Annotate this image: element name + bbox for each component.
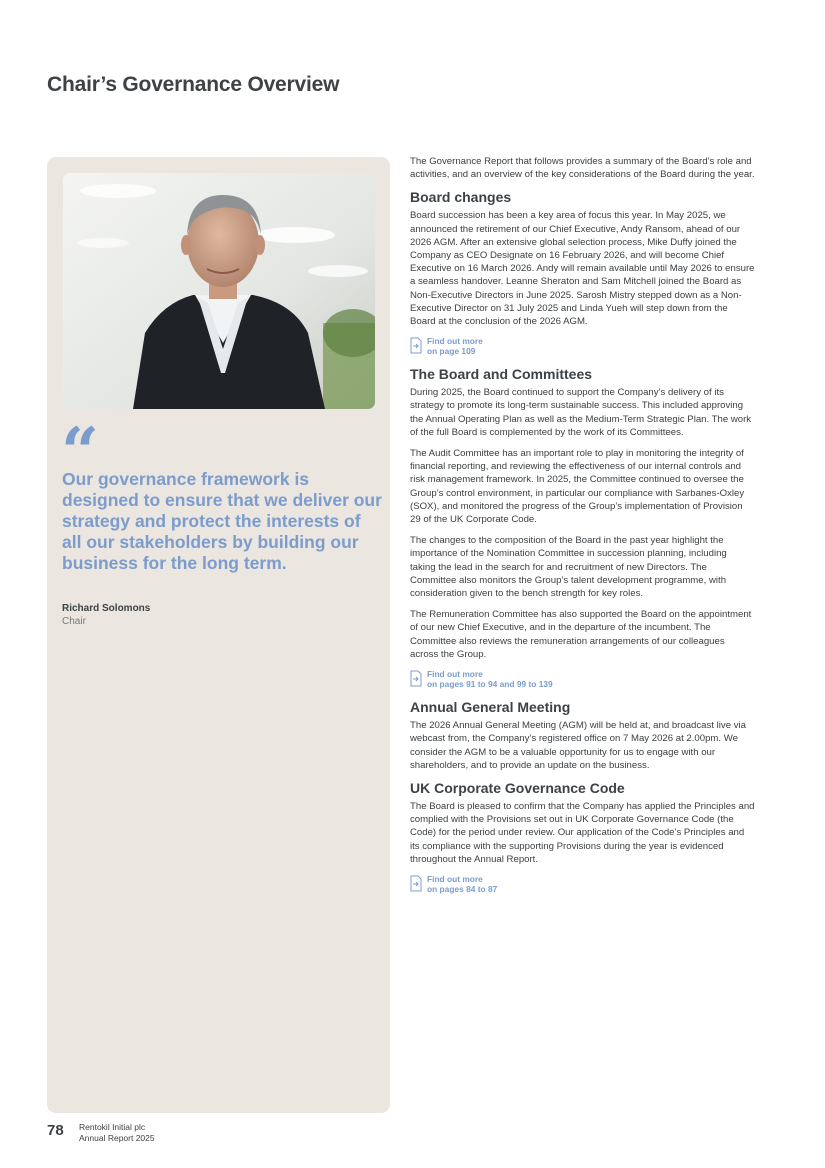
find-out-more-pages: on page 109 [427,346,476,357]
report-body [410,155,755,904]
intro-paragraph: The Governance Report that follows provides a summary of the Board’s role and activities, and an overview of the key considerations of the Board during the year. [410,156,755,181]
board-committees-heading: The Board and Committees [410,366,593,383]
find-out-more-label: Find out more [427,336,483,347]
chair-portrait [63,173,375,409]
page-title: Chair’s Governance Overview [47,73,340,96]
find-out-more-link-committees[interactable] [410,669,755,689]
find-out-more-pages: on pages 91 to 94 and 99 to 139 [427,679,553,690]
footer-report-name: Annual Report 2025 [79,1132,155,1143]
uk-code-heading: UK Corporate Governance Code [410,779,625,796]
pull-quote: Our governance framework is designed to ensure that we deliver our strategy and protect the interests of all our stakeholders by building our business for the long term. [62,469,382,573]
page-number: 78 [47,1122,64,1139]
quote-author: Richard Solomons [62,603,151,614]
find-out-more-label: Find out more [427,873,483,884]
agm-heading: Annual General Meeting [410,699,571,716]
quote-author-role: Chair [62,616,86,627]
document-arrow-icon [410,875,422,892]
board-committees-paragraph-1: During 2025, the Board continued to support the Company’s delivery of its strategy to promote its long-term sustainable success. This included approving the Annual Operating Plan as well as the Medium-Term Strategic Plan. The work of the full Board is complemented by the work of its Committees. [410,387,752,438]
find-out-more-link-uk-code[interactable] [410,874,755,894]
board-committees-paragraph-3: The changes to the composition of the Board in the past year highlight the importance of the Nomination Committee in succession planning, including taking the lead in the search for and recruitment of new Directors. The Committee also monitors the Group’s talent development programme, with consideration given to the bench strength for key roles. [410,535,727,600]
document-arrow-icon [410,337,422,354]
board-committees-paragraph-4: The Remuneration Committee has also supported the Board on the appointment of our new Chief Executive, and in the departure of the incumbent. The Committee also reviews the remuneration arrangements of our colleagues across the Group. [410,609,752,660]
board-committees-paragraph-2: The Audit Committee has an important role to play in monitoring the integrity of financial reporting, and reviewing the effectiveness of our internal controls and risk management framework. In 2025, the Committee continued to oversee the Group’s control environment, in particular our compliance with Sarbanes-Oxley (SOX), and monitored the progress of the Group’s implementation of Provision 29 of the UK Corporate Code. [410,448,745,526]
document-arrow-icon [410,670,422,687]
board-changes-paragraph: Board succession has been a key area of focus this year. In May 2025, we announced the retirement of our Chief Executive, Andy Ransom, ahead of our 2026 AGM. After an extensive global selection process, Mike Duffy joined the Company as CEO Designate on 16 February 2026, and will become Chief Executive on 16 March 2026. Andy will remain available until May 2026 to ensure a seamless handover. Leanne Sheraton and Sam Mitchell joined the Board as Non-Executive Directors in June 2025. Sarosh Mistry stepped down as a Non-Executive Director on 31 July 2025 and Linda Yueh will step down from the Board at the conclusion of the 2026 AGM. [410,210,755,328]
find-out-more-pages: on pages 84 to 87 [427,883,498,894]
uk-code-paragraph: The Board is pleased to confirm that the Company has applied the Principles and complied with the Provisions set out in UK Corporate Governance Code (the Code) for the period under review. Our application of the Code’s Principles and its compliance with the supporting Provisions during the year is evidenced throughout the Annual Report. [410,800,755,865]
quote-mark-icon: “ [61,413,99,491]
quote-panel [47,157,390,1113]
footer-publication [79,1122,155,1143]
find-out-more-label: Find out more [427,669,483,680]
board-changes-heading: Board changes [410,189,512,206]
agm-paragraph: The 2026 Annual General Meeting (AGM) will be held at, and broadcast live via webcast from, the Company’s registered office on 7 May 2026 at 2.00pm. We consider the AGM to be a valuable opportunity for us to engage with our shareholders, and to provide an update on the business. [410,720,746,771]
footer-company-name: Rentokil Initial plc [79,1122,146,1132]
find-out-more-link-board-changes[interactable] [410,336,755,356]
